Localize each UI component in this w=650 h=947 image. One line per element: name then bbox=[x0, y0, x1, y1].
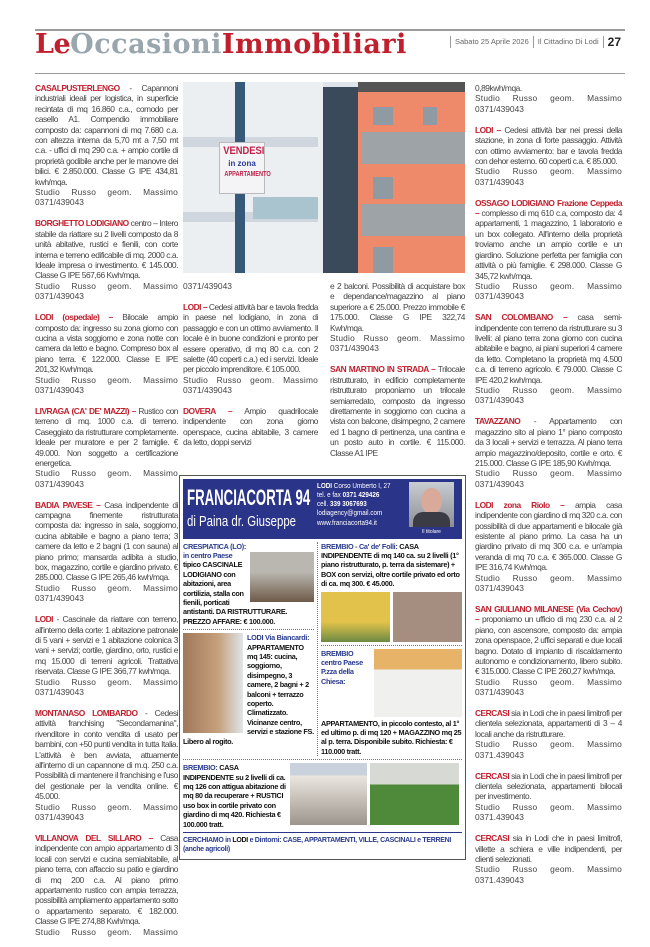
issue-date: Sabato 25 Aprile 2026 bbox=[450, 36, 533, 48]
brembio-house-photo bbox=[321, 592, 390, 642]
ad-listing-brembio-centro-cont: 1° ed ultimo p. di mq 120 + MAGAZZINO mq 25 al p. terra. Disponibile subito. Richiesta: € 110.000 tratt. bbox=[321, 718, 462, 756]
listing bbox=[330, 281, 465, 354]
listing-body: sia in Lodi che in paesi limitrofi per clientela selezionata, appartamenti bilocali per investimento. bbox=[475, 770, 622, 802]
listing-agent: Studio Russo geom. Massimo bbox=[475, 468, 622, 479]
listing-agent: Studio Russo geom. Massimo bbox=[475, 864, 622, 875]
listing-body: casa semi-indipendente con terreno da ristrutturare su 3 livelli: al piano terra zona giorno con cucina abitabile e bagno, ai piani superiori 4 camere da letto. Completano la proprietà mq 4.500 c.a. di terreno agricolo. € 79.000. Classe C IPE 420,2 kwh/mqa. bbox=[475, 312, 622, 385]
listing-phone: 0371.439043 bbox=[475, 874, 524, 885]
listing-title: OSSAGO LODIGIANO Frazione Ceppeda – bbox=[475, 197, 622, 219]
listing-agent: Studio Russo geom. Massimo bbox=[475, 385, 622, 396]
listing bbox=[475, 83, 622, 114]
building-photo bbox=[183, 82, 465, 273]
listing-phone: 0371.439043 bbox=[475, 749, 524, 760]
website-link[interactable]: www.franciacorta94.it bbox=[317, 519, 377, 527]
listing-body: - Cascinale da riattare con terreno, all'interno della corte: 1 abitazione patronale di 5 vani + servizi e 1 abitazione colonica 3 vani + servizi; cortile, giardino, orto, rustici e mq 15.000 di terreni agricoli. Trattativa riservata. Classe G IPE 366,77 kwh/mqa. bbox=[35, 614, 178, 677]
for-sale-sign: VENDESI in zona APPARTAMENTO bbox=[219, 142, 265, 194]
listing bbox=[35, 312, 178, 395]
listing-title: LODI bbox=[35, 614, 54, 625]
listing bbox=[475, 604, 622, 698]
brembio-garden-photo bbox=[370, 763, 459, 825]
ad-bottom-row bbox=[183, 759, 462, 829]
listing-agent: Studio Russo geom. Massimo bbox=[475, 739, 622, 750]
listing-body: 0,89kwh/mqa. bbox=[475, 83, 522, 93]
listing-phone: 0371/439043 bbox=[183, 281, 232, 291]
listing-phone: 0371/439043 bbox=[35, 478, 84, 489]
ad-footer: CERCHIAMO in LODI e Dintorni: CASE, APPARTAMENTI, VILLE, CASCINALI e TERRENI (anche agricoli) bbox=[183, 832, 462, 855]
page-number: 27 bbox=[603, 36, 625, 48]
phone-number: 0371 429426 bbox=[342, 491, 380, 499]
listing-agent: Studio Russo geom. Massimo bbox=[35, 676, 178, 687]
agency-subtitle: di Paina dr. Giuseppe bbox=[187, 512, 297, 530]
listing-body: - Capannoni industriali ideali per logistica, in superficie recintata di mq 16.860 c.a., comodo per casello A1. Compendio immobiliare composto da: capannoni di mq 7.680 c.a. con altezza interna da 5,70 mt a 7,50 mt c.a. - uffici di mq 290 c.a. + ampio cortile di proprietà godibile anche per le manovre dei bilici. € 2.850.000. Classe G IPE 434,81 kwh/mqa. bbox=[35, 83, 178, 187]
listing-body: proponiamo un ufficio di mq 230 c.a. al 2 piano, con ascensore, composto da: ampia zona openspace, 2 uffici separati e due locali bagno. Dotato di impianto di riscaldamento autonomo e condizionamento, libero subito. € 315.000. Classe C IPE 260,27 kwh/mqa. bbox=[475, 614, 622, 677]
listing-phone: 0371/439043 bbox=[35, 197, 84, 208]
owner-caption: Il titolare bbox=[422, 528, 441, 535]
listings-column-middle-b bbox=[330, 281, 465, 469]
listing-title: CERCASI bbox=[475, 708, 510, 719]
listing bbox=[475, 125, 622, 187]
listing bbox=[475, 771, 622, 823]
listing-phone: 0371/439043 bbox=[330, 343, 379, 354]
listing bbox=[330, 364, 465, 458]
listing-title: LODI – bbox=[183, 301, 208, 312]
listing-agent: Studio Russo geom. Massimo bbox=[35, 187, 178, 198]
listing bbox=[475, 708, 622, 760]
listing-title: SAN GIULIANO MILANESE (Via Cechov) – bbox=[475, 603, 622, 625]
owner-photo bbox=[409, 482, 454, 527]
listing-body: centro – Intero stabile da riattare su 2 livelli composto da 8 unità abitative, rustici e fienili, con corte interna e terreno edificabile di mq. 2000 c.a. Ideale impresa o investimento. € 145.000. Classe G IPE 567,66 Kwh/mqa. bbox=[35, 218, 178, 281]
dateline bbox=[450, 36, 625, 48]
listing-phone: 0371/439043 bbox=[475, 582, 524, 593]
listing-phone: 0371/439043 bbox=[35, 687, 84, 698]
listing-agent: Studio Russo geom. Massimo bbox=[475, 572, 622, 583]
listing-body: complesso di mq 610 c.a, composto da: 4 appartamenti, 1 magazzino, 1 laboratorio e un box collegato. All'interno della proprietà troviamo anche un ampio cortile e un giardino. Soluzione perfetta per famiglia con attività o più famiglie. € 298.000. Classe G 345,72 kwh/mqa. bbox=[475, 208, 622, 281]
listing-title: LODI (ospedale) – bbox=[35, 312, 113, 323]
listing bbox=[35, 83, 178, 208]
middle-section bbox=[183, 82, 465, 860]
listing-title: LIVRAGA (CA' DE' MAZZI) – bbox=[35, 405, 136, 416]
brembio-floorplan bbox=[374, 649, 462, 717]
listing-body: Cedesi attività bar e tavola fredda in paese nel lodigiano, in zona di passaggio e con un ottimo avviamento. Il locale è in buone condizioni e pronto per essere operativo, di mq 80 c.a. con 2 salette (40 coperti c.a.) ed i servizi. Ideale per piccolo imprenditore. € 105.000. bbox=[183, 301, 318, 375]
listing-agent: Studio Russo geom. Massimo bbox=[475, 280, 622, 291]
header-rule-bottom bbox=[35, 73, 625, 74]
listing-title: LODI zona Riolo – bbox=[475, 499, 565, 510]
listing-phone: 0371/439043 bbox=[183, 385, 232, 396]
listing-title: SAN COLOMBANO – bbox=[475, 312, 568, 323]
listing-body: e 2 balconi. Possibilità di acquistare box e dependance/magazzino al piano superiore a € 25.000. Prezzo immobile € 175.000. Classe G IPE 322,74 Kwh/mqa. bbox=[330, 281, 465, 333]
listing bbox=[183, 406, 318, 448]
listing-body: sia in Lodi che in paesi limitrofi per clientela selezionata, appartamenti di 3 – 4 locali anche da ristrutturare. bbox=[475, 708, 622, 739]
listing-agent: Studio Russo geom. Massimo bbox=[475, 676, 622, 687]
listing-phone: 0371/439043 bbox=[35, 291, 84, 302]
listing-phone: 0371/439043 bbox=[475, 176, 524, 187]
listing-body: Ampio quadrilocale indipendente con zona giorno openspace, cucina abitabile, 3 camere da letto, doppi servizi bbox=[183, 406, 318, 448]
listing bbox=[475, 500, 622, 594]
listing-body: - Cedesi attività franchising "Secondamanina", rivenditore in conto vendita di usato per bambini, con +50 punti vendita in tutta Italia. L'attività è ben avviata, attuamente all'interno di un capannone di m.q. 250 c.a. Possibilità di mantenere il franchising e l'uso del gestionale per la vendita online. € 45.000. bbox=[35, 707, 179, 802]
listing bbox=[475, 416, 622, 489]
listing-body: ampia casa indipendente con giardino di mq 320 c.a. con possibilità di due appartamenti e bilocale già esistente al piano primo. La casa ha un giardino privato di mq 300 c.a. e un'ampia veranda di mq 70 c.a. € 365.000. Classe G IPE 316,74 Kwh/mqa. bbox=[475, 499, 622, 573]
listing-phone: 0371/439043 bbox=[35, 593, 84, 604]
agency-contacts: LODI Corso Umberto I, 27 tel. e fax 0371 429426 cell. 339 3067693 lodiagency@gmail.com www.franciacorta94.it bbox=[317, 482, 391, 527]
listing bbox=[35, 500, 178, 604]
ad-header bbox=[183, 479, 462, 539]
listing-phone: 0371/439043 bbox=[475, 478, 524, 489]
listing-title: BORGHETTO LODIGIANO bbox=[35, 218, 129, 229]
listing-body: Rustico con terreno di mq. 1000 c.a. di terreno. Caseggiato da ristrutturare completamente. Ideale per muratore e per 2 famiglie. € 49.000. Non soggetto a certificazione energetica. bbox=[35, 405, 178, 468]
listing-phone: 0371.439043 bbox=[475, 812, 524, 823]
ad-listing-crespiatica: CRESPIATICA (LO): in centro Paese tipico CASCINALE LODIGIANO con abitazioni, area cortilizia, stalla con fienili, porticati antistanti. DA RISTRUTTURARE. PREZZO AFFARE: € 100.000. bbox=[183, 542, 314, 627]
listing-body: sia in Lodi che in paesi limitrofi, villette a schiera e ville indipendenti, per clienti selezionati. bbox=[475, 833, 622, 864]
ad-listing-lodi-biancardi-cont: centro, servizi e stazione FS. Libero al rogito. bbox=[183, 717, 314, 746]
listing-phone: 0371/439043 bbox=[35, 384, 84, 395]
listing-agent: Studio Russo geom. Massimo bbox=[35, 582, 178, 593]
listing-title: MONTANASO LOMBARDO bbox=[35, 707, 138, 718]
cell-number: 339 3067693 bbox=[329, 501, 367, 509]
newspaper-name: Il Cittadino Di Lodi bbox=[533, 36, 603, 48]
listing-title: CERCASI bbox=[475, 770, 510, 781]
listings-column-left bbox=[35, 83, 178, 947]
listing-agent: Studio Russo geom. Massimo bbox=[475, 93, 622, 104]
listings-column-right bbox=[475, 83, 622, 896]
listing bbox=[35, 406, 178, 489]
email-link[interactable]: lodiagency@gmail.com bbox=[317, 510, 383, 518]
listing-body: Cedesi attività bar nei pressi della stazione, in zona di forte passaggio. Attività con ottimo avviamento: bar e tavola fredda con dehor esterno. 60 coperti c.a. € 85.000. bbox=[475, 124, 622, 166]
listing bbox=[35, 218, 178, 301]
ad-listing-brembio-rustici: BREMBIO: CASA INDIPENDENTE su 2 livelli di ca. mq 126 con attigua abitazione di mq 80 da recuperare + RUSTICI uso box in cortile privato con giardino di mq 420. Richiesta € 100.000 tratt. bbox=[183, 763, 286, 829]
brembio-interior-photo bbox=[393, 592, 462, 642]
listing-agent: Studio Russo geom. Massimo bbox=[35, 926, 178, 937]
listing-agent: Studio Russo geom. Massimo bbox=[35, 801, 178, 812]
listing-phone: 0371/439043 bbox=[475, 291, 524, 302]
listing-agent: Studio Russo geom. Massimo bbox=[183, 374, 318, 385]
listing bbox=[475, 312, 622, 406]
crespiatica-photo bbox=[250, 552, 314, 602]
listing-phone: 0371/439043 bbox=[475, 103, 524, 114]
listings-column-middle-a bbox=[183, 281, 318, 469]
listing-title: VILLANOVA DEL SILLARO – bbox=[35, 832, 153, 843]
agency-name: FRANCIACORTA 94 bbox=[187, 484, 311, 510]
section-title: LeOccasioniImmobiliari bbox=[35, 29, 407, 60]
listing-phone: 0371/439043 bbox=[475, 395, 524, 406]
listing bbox=[35, 708, 178, 822]
ad-listing-brembio-ca-de-folli: BREMBIO - Ca' de' Folli: CASA INDIPENDENTE di mq 140 ca. su 2 livelli (1° piano ristrutturato, p. terra da sistemare) + BOX con servizi, oltre cortile privato ed orto di ca. mq 300. € 45.000. bbox=[321, 542, 462, 642]
ad-listing-brembio-centro: BREMBIO centro Paese P.zza della Chiesa: APPARTAMENTO, in piccolo contesto, al 1° ed ultimo p. di mq 120 + MAGAZZINO mq 25 al p. terra. Disponibile subito. Richiesta: € 110.000 tratt. bbox=[321, 648, 462, 756]
listing bbox=[35, 614, 178, 697]
listing-title: TAVAZZANO bbox=[475, 416, 521, 427]
listing-agent: Studio Russo geom. Massimo bbox=[475, 801, 622, 812]
listing-agent: Studio Russo geom. Massimo bbox=[35, 280, 178, 291]
listing-agent: Studio Russo geom. Massimo bbox=[35, 468, 178, 479]
listing-body: Bilocale ampio composto da: ingresso su zona giorno con cucina a vista soggiorno e zona notte con camera da letto e bagno. Compreso box al piano terra. € 122.000. Classe E IPE 201,32 Kwh/mqa. bbox=[35, 312, 178, 375]
listing-agent: Studio Russo geom. Massimo bbox=[35, 374, 178, 385]
lodi-biancardi-photo bbox=[183, 633, 243, 733]
listing-body: Casa indipendente di campagna finemente ristrutturata composta da: ingresso in sala, soggiorno, cucina abitabile e bagno a piano terra; 3 camere da letto e 2 bagni (1 con sauna) al piano primo; mansarda adibita a studio, box, magazzino, cortile e giardino privato. € 285.000. Classe G IPE 265,46 kwh/mqa. bbox=[35, 499, 178, 583]
listing-agent: Studio Russo geom. Massimo bbox=[330, 333, 465, 344]
listing-phone: 0371/439043 bbox=[475, 687, 524, 698]
brembio-rustici-photo bbox=[290, 763, 367, 825]
listing-title: DOVERA – bbox=[183, 406, 233, 417]
listing bbox=[475, 198, 622, 302]
listing-title: CERCASI bbox=[475, 833, 510, 844]
ad-listing-lodi-biancardi: LODI Via Biancardi: APPARTAMENTO mq 145: cucina, soggiorno, disimpegno, 3 camere, 2 bagni + 2 balconi + terrazzo coperto. Climatizzato. Vicinanze centro, servizi e stazione FS. Libero al rogito. bbox=[183, 633, 314, 746]
listing bbox=[475, 833, 622, 885]
listing-body: Trilocale ristrutturato, in edificio completamente ristrutturato proponiamo un trilocale semiarredato, composto da ingresso direttamente in soggiorno con cucina a vista con balcone, disimpegno, 2 camere ed 1 bagno di pertinenza, una cantina e un posto auto in cortile. € 115.000. Classe A1 IPE bbox=[330, 364, 466, 458]
listing-title: LODI – bbox=[475, 124, 501, 135]
listing-body: Casa indipendente con ampio appartamento di 3 locali con servizi e cucina semiabitabile, al piano terra, con affaccio su patio e giardino di mq 200 c.a. Al piano primo appartamento rustico con ampia terrazza, possibilità ampliamento appartamento sotto o appartamento separato. € 182.000. Classe G IPE 274,88 Kwh/mqa. bbox=[35, 832, 178, 927]
listing-title: CASALPUSTERLENGO bbox=[35, 83, 120, 93]
listing-phone: 0371/439043 bbox=[35, 812, 84, 822]
listing bbox=[183, 281, 318, 291]
listing bbox=[35, 833, 178, 937]
listing-agent: Studio Russo geom. Massimo bbox=[475, 166, 622, 177]
listing-body: - Appartamento con magazzino sito al piano 1° piano composto da 3 locali + servizi e terrazza. Al piano terra ampio magazzino/deposito, cortile e orto. € 215.000. Classe G IPE 185,90 Kwh/mqa. bbox=[475, 416, 622, 468]
listing-title: BADIA PAVESE – bbox=[35, 499, 101, 510]
listing-title: SAN MARTINO IN STRADA – bbox=[330, 364, 436, 375]
ad-listings-grid bbox=[183, 542, 462, 757]
listing bbox=[183, 302, 318, 396]
franciacorta-advertisement bbox=[179, 475, 466, 860]
middle-text-columns bbox=[183, 281, 465, 469]
